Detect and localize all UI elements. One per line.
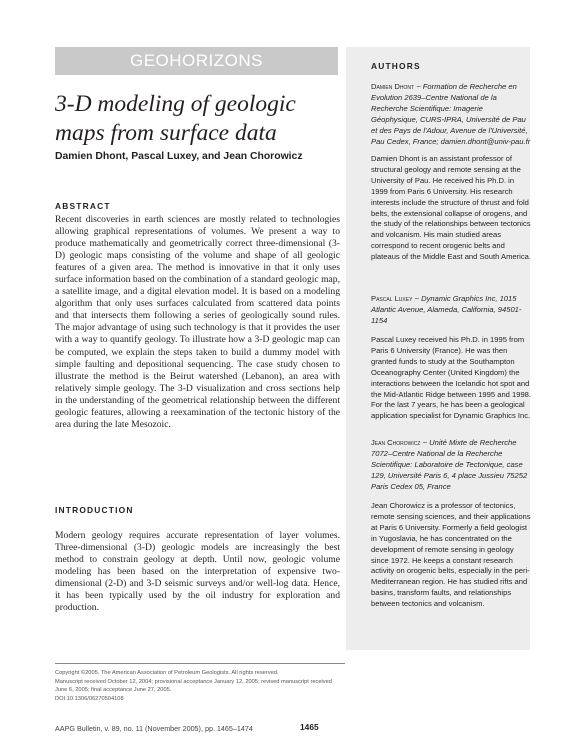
affiliation-text: ~ Unité Mixte de Recherche 7072–Centre National de la Recherche Scientifique: Laboratoire de Tectonique, case 129, Université Paris 6, 4 place Jussieu 75252 Paris Cedex 05, France — [371, 438, 528, 491]
author-name: Jean Chorowicz — [371, 438, 421, 447]
authors-heading: AUTHORS — [371, 61, 421, 71]
introduction-heading: INTRODUCTION — [55, 505, 134, 515]
footnote-divider — [55, 663, 345, 664]
article-title: 3-D modeling of geologic maps from surface data — [55, 91, 296, 146]
manuscript-dates: Manuscript received October 12, 2004; provisional acceptance January 12, 2005; revised manuscript received June 6, 2005; final acceptance June 27, 2005. — [55, 678, 332, 694]
footnote — [55, 669, 340, 703]
section-banner: GEOHORIZONS — [55, 47, 338, 75]
author-name: Pascal Luxey — [371, 294, 413, 303]
page-number: 1465 — [300, 722, 319, 732]
author-bio-1: Damien Dhont is an assistant professor of structural geology and remote sensing at the University of Pau. He received his Ph.D. in 1999 from Paris 6 University. His research interests include the structure of thrust and fold belts, the extensional collapse of orogens, and the study of the relationships between tectonics and volcanism. His main studied areas correspond to recent orogenic belts and plateaus of the Middle East and South America. — [371, 154, 531, 262]
affiliation-text: ~ Dynamic Graphics Inc, 1015 Atlantic Avenue, Alameda, California, 94501-1154 — [371, 294, 522, 325]
journal-citation: AAPG Bulletin, v. 89, no. 11 (November 2005), pp. 1465–1474 — [55, 724, 253, 733]
author-affiliation-3 — [371, 438, 531, 493]
author-affiliation-1 — [371, 82, 531, 147]
author-list: Damien Dhont, Pascal Luxey, and Jean Chorowicz — [55, 151, 303, 162]
copyright-note: Copyright ©2005. The American Association of Petroleum Geologists. All rights reserved. — [55, 670, 279, 676]
affiliation-text: ~ Formation de Recherche en Evolution 2639–Centre National de la Recherche Scientifique: Imagerie Géophysique, CURS-IPRA, Université de Pau et des Pays de l'Adour, Avenue de l'Université, Pau Cedex, France; damien.dhont@univ-pau.fr — [371, 82, 531, 146]
abstract-text: Recent discoveries in earth sciences are mostly related to technologies allowing graphical representations of volumes. We present a way to produce mathematically and geometrically correct three-dimensional (3-D) geologic maps consisting of the volume and shape of all geologic features of a given area. The method is innovative in that it only uses surface information based on the combination of a standard geologic map, a satellite image, and a digital elevation model. It is based on a modeling algorithm that only uses surfaces calculated from scattered data points and that intersects them following a series of geologically sound rules. The major advantage of using such technology is that it provides the user with a way to quantify geology. To illustrate how a 3-D geologic map can be computed, we explain the steps taken to build a dummy model with simple faulting and depositional sequencing. The case study chosen to illustrate the method is the Beirut watershed (Lebanon), an area with relatively simple geology. The 3-D visualization and cross sections help in the understanding of the geometrical relationship between the different geologic features, allowing a reexamination of the tectonic history of the area during the late Mesozoic. — [55, 214, 340, 430]
author-bio-2: Pascal Luxey received his Ph.D. in 1995 from Paris 6 University (France). He was then granted funds to study at the Southampton Oceanography Center (United Kingdom) the interactions between the Icelandic hot spot and the Mid-Atlantic Ridge between 1995 and 1998. For the last 7 years, he has been a geological application specialist for Dynamic Graphics Inc. — [371, 335, 531, 421]
author-affiliation-2 — [371, 294, 531, 327]
abstract-heading: ABSTRACT — [55, 201, 111, 211]
doi: DOI:10.1306/06270504108 — [55, 695, 124, 702]
author-bio-3: Jean Chorowicz is a professor of tectonics, remote sensing sciences, and their applications at Paris 6 University. Formerly a field geologist in Yugoslavia, he has concentrated on the development of remote sensing in geology since 1972. He keeps a constant research activity on orogenic belts, especially in the peri-Mediterranean region. He has studied rifts and basins, transform faults, and relationships between tectonics and volcanism. — [371, 501, 531, 609]
introduction-text: Modern geology requires accurate representation of layer volumes. Three-dimensional (3-D) geologic models are increasingly the best method to constrain geology at depth. Until now, geologic volume modeling has been based on the interpretation of expensive two-dimensional (2-D) and 3-D seismic surveys and/or well-log data. Hence, it has been typically used by the oil industry for exploration and production. — [55, 530, 340, 614]
author-name: Damien Dhont — [371, 82, 415, 91]
